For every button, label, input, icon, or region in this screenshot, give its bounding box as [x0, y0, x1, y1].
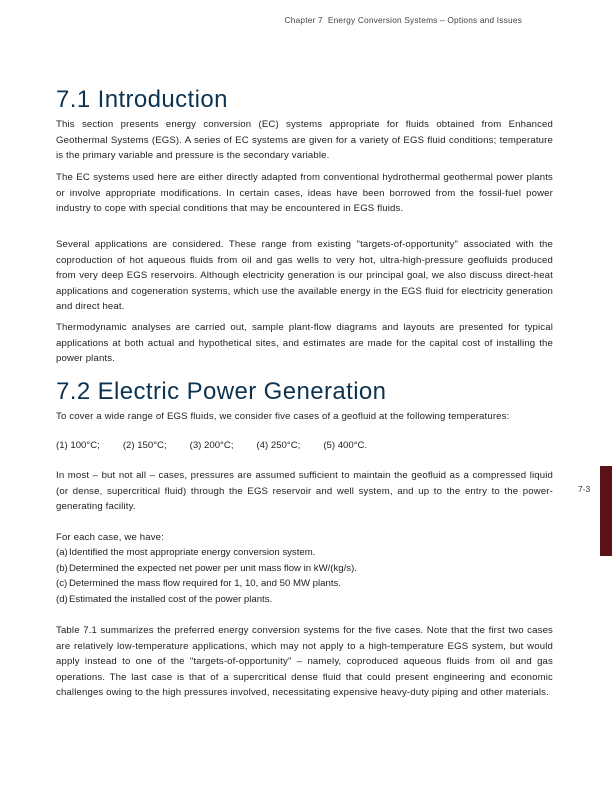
section-heading-introduction: 7.1 Introduction	[56, 86, 228, 113]
temperature-case: (2) 150°C;	[122, 440, 167, 451]
list-marker: (c)	[56, 578, 68, 590]
paragraph: Thermodynamic analyses are carried out, sample plant-flow diagrams and layouts are presented for typical applications at both actual and hypothetical sites, and estimates are made for the capital cost of installing the power plants.	[56, 322, 553, 365]
list-item	[56, 545, 553, 561]
paragraph: This section presents energy conversion (EC) systems appropriate for fluids obtained from Enhanced Geothermal Systems (EGS). A series of EC systems are given for a variety of EGS fluid conditions; temperature is the primary variable and pressure is the secondary variable.	[56, 119, 553, 162]
list-item	[56, 576, 553, 592]
list-text: Determined the mass flow required for 1, 10, and 50 MW plants.	[69, 578, 341, 590]
list-marker: (b)	[56, 562, 68, 574]
paragraph: For each case, we have:	[56, 532, 164, 543]
chapter-tab-marker	[600, 466, 612, 556]
temperature-case: (1) 100°C;	[56, 440, 100, 451]
temperature-cases	[56, 440, 390, 451]
list-marker: (a)	[56, 547, 68, 558]
running-header	[285, 15, 522, 25]
list-item	[56, 561, 553, 577]
chapter-label: Chapter 7	[284, 15, 323, 25]
paragraph: In most – but not all – cases, pressures are assumed sufficient to maintain the geofluid as a compressed liquid (or dense, supercritical fluid) through the EGS reservoir and well system, and up to the entry to the power-generating facility.	[56, 470, 553, 513]
list-item	[56, 592, 553, 608]
temperature-case: (4) 250°C;	[256, 440, 301, 451]
case-list	[56, 545, 553, 607]
paragraph: The EC systems used here are either directly adapted from conventional hydrothermal geothermal power plants or involve appropriate modifications. In certain cases, ideas have been borrowed from the fossil-fuel power industry to cope with special conditions that may be encountered in EGS fluids.	[56, 172, 553, 215]
list-text: Estimated the installed cost of the power plants.	[69, 593, 273, 605]
list-text: Determined the expected net power per unit mass flow in kW/(kg/s).	[69, 562, 357, 574]
paragraph: Table 7.1 summarizes the preferred energy conversion systems for the five cases. Note that the first two cases are relatively low-temperature applications, which may not apply to a high-temperature EGS system, but would apply instead to one of the "targets-of-opportunity" – namely, coproduced aqueous fluids from oil and gas operations. The last case is that of a supercritical dense fluid that could present engineering and economic challenges owing to the high pressures involved, necessitating expensive heavy-duty piping and other materials.	[56, 625, 553, 699]
page-number: 7-3	[578, 484, 591, 494]
section-heading-electric-power: 7.2 Electric Power Generation	[56, 378, 387, 405]
chapter-title: Energy Conversion Systems – Options and Issues	[327, 15, 522, 25]
temperature-case: (5) 400°C.	[323, 440, 368, 451]
paragraph: Several applications are considered. These range from existing "targets-of-opportunity" associated with the coproduction of hot aqueous fluids from oil and gas wells to very hot, ultra-high-pressure geofluids produced from very deep EGS reservoirs. Although electricity generation is our principal goal, we also discuss direct-heat applications and cogeneration systems, which use the available energy in the EGS fluid for electricity generation and direct heat.	[56, 239, 553, 313]
list-text: Identified the most appropriate energy conversion system.	[69, 547, 316, 558]
paragraph: To cover a wide range of EGS fluids, we consider five cases of a geofluid at the following temperatures:	[56, 411, 510, 422]
list-marker: (d)	[56, 593, 68, 605]
temperature-case: (3) 200°C;	[189, 440, 234, 451]
